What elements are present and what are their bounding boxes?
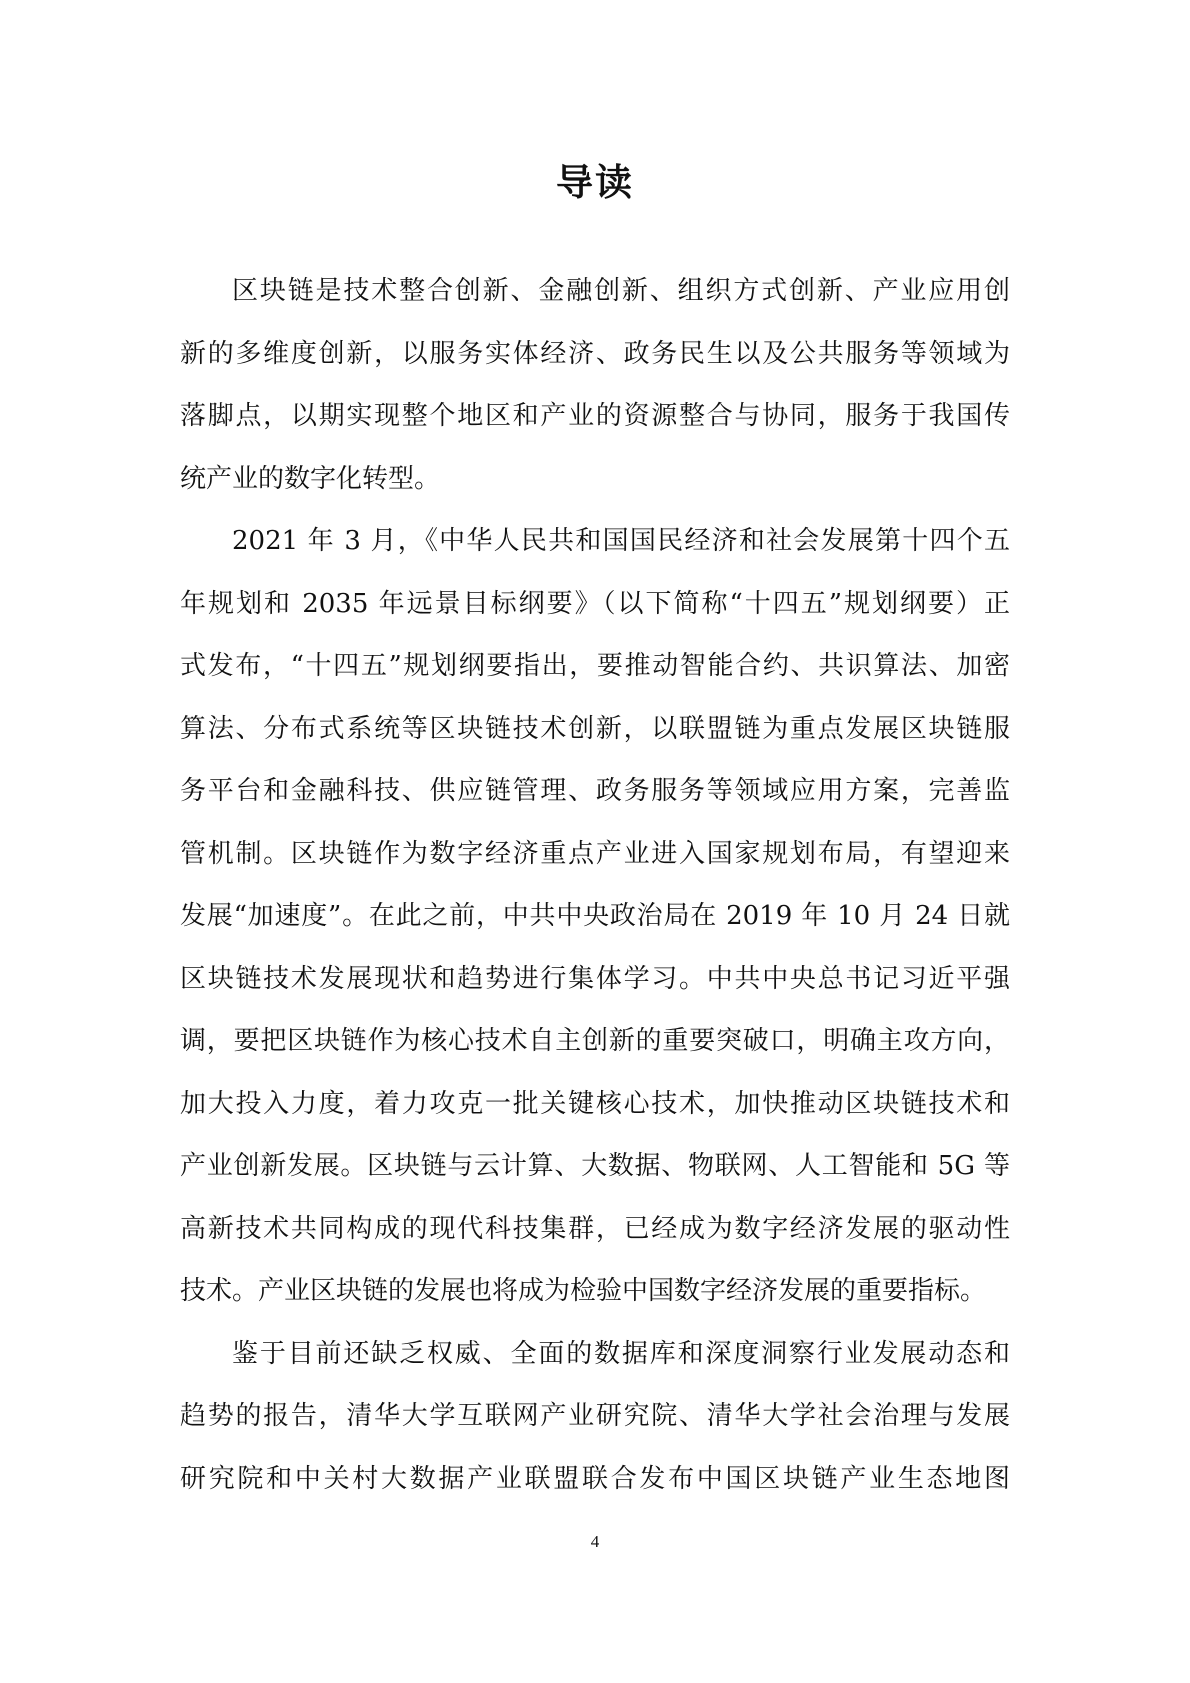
text-line: 技术。产业区块链的发展也将成为检验中国数字经济发展的重要指标。 [180,1276,987,1306]
text-line: 算法、分布式系统等区块链技术创新，以联盟链为重点发展区块链服 [180,713,1010,744]
text-line: 务平台和金融科技、供应链管理、政务服务等领域应用方案，完善监 [180,776,1010,806]
text-line: 研究院和中关村大数据产业联盟联合发布中国区块链产业生态地图 [180,1463,1010,1494]
body-text [180,260,1010,1510]
text-line: 趋势的报告，清华大学互联网产业研究院、清华大学社会治理与发展 [180,1401,1010,1431]
text-line: 产业创新发展。区块链与云计算、大数据、物联网、人工智能和 5G 等 [180,1151,1010,1181]
page-number: 4 [590,1532,600,1551]
paragraph-2 [180,510,1010,1323]
text-line: 管机制。区块链作为数字经济重点产业进入国家规划布局，有望迎来 [180,838,1010,869]
text-line: 年规划和 2035 年远景目标纲要》（以下简称“十四五”规划纲要）正 [180,588,1010,619]
text-line: 新的多维度创新，以服务实体经济、政务民生以及公共服务等领域为 [180,338,1010,369]
text-line: 区块链是技术整合创新、金融创新、组织方式创新、产业应用创 [232,276,1010,306]
text-line: 高新技术共同构成的现代科技集群，已经成为数字经济发展的驱动性 [180,1213,1010,1244]
page-title: 导读 [556,161,634,204]
paragraph-1 [180,260,1010,510]
text-line: 发展“加速度”。在此之前，中共中央政治局在 2019 年 10 月 24 日就 [180,901,1010,931]
paragraph-3 [180,1323,1010,1511]
text-line: 加大投入力度，着力攻克一批关键核心技术，加快推动区块链技术和 [180,1088,1010,1119]
text-line: 鉴于目前还缺乏权威、全面的数据库和深度洞察行业发展动态和 [232,1338,1010,1369]
text-line: 2021 年 3 月，《中华人民共和国国民经济和社会发展第十四个五 [232,526,1010,556]
text-line: 落脚点，以期实现整个地区和产业的资源整合与协同，服务于我国传 [180,401,1010,431]
text-line: 区块链技术发展现状和趋势进行集体学习。中共中央总书记习近平强 [180,963,1010,994]
text-line: 调，要把区块链作为核心技术自主创新的重要突破口，明确主攻方向， [180,1026,1010,1056]
text-line: 式发布，“十四五”规划纲要指出，要推动智能合约、共识算法、加密 [180,651,1010,681]
text-line: 统产业的数字化转型。 [180,463,441,494]
